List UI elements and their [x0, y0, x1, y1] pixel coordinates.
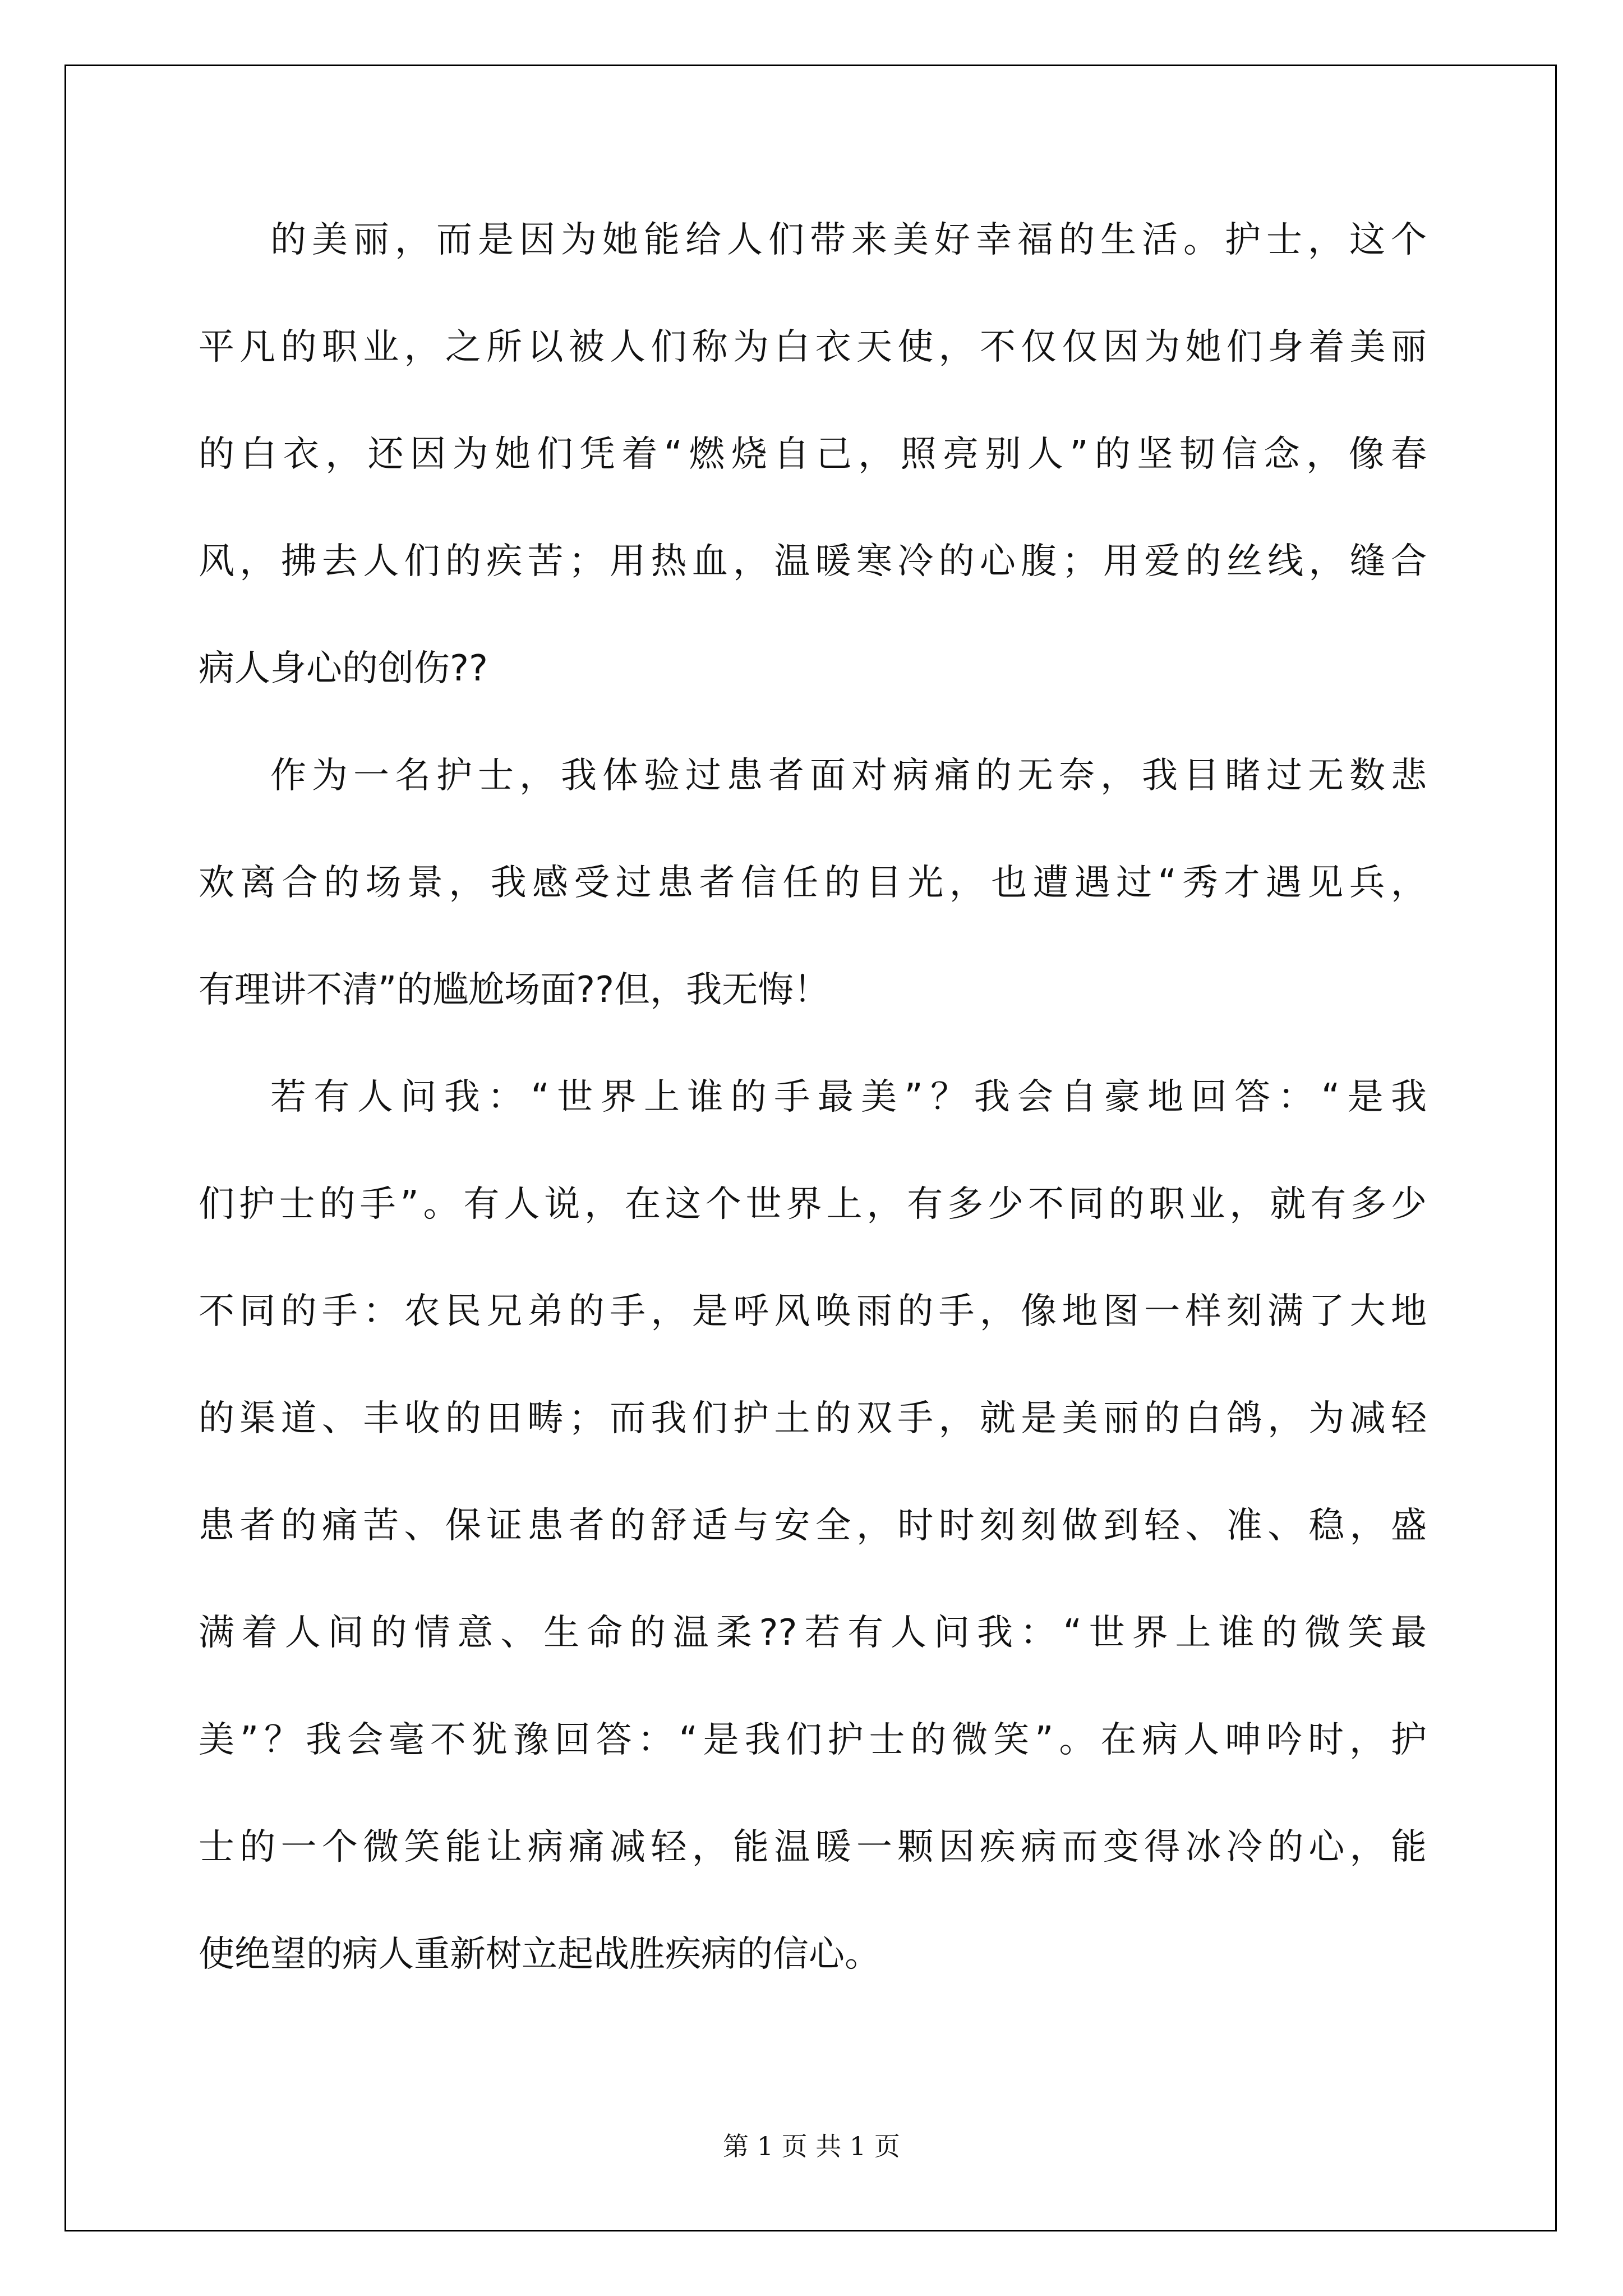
text-line: 不同的手：农民兄弟的手，是呼风唤雨的手，像地图一样刻满了大地 — [199, 1291, 1427, 1332]
text-line: 病人身心的创伤?? — [199, 648, 488, 689]
text-line: 欢离合的场景，我感受过患者信任的目光，也遭遇过“秀才遇见兵， — [199, 862, 1427, 904]
document-body — [199, 212, 1427, 2033]
text-line: 患者的痛苦、保证患者的舒适与安全，时时刻刻做到轻、准、稳，盛 — [199, 1505, 1427, 1547]
text-line: 风，拂去人们的疾苦；用热血，温暖寒冷的心腹；用爱的丝线，缝合 — [199, 541, 1427, 582]
text-line: 们护士的手”。有人说，在这个世界上，有多少不同的职业，就有多少 — [199, 1184, 1427, 1225]
text-line: 平凡的职业，之所以被人们称为白衣天使，不仅仅因为她们身着美丽 — [199, 326, 1427, 368]
text-line: 若有人问我：“世界上谁的手最美”？我会自豪地回答：“是我 — [270, 1076, 1427, 1118]
page-number-footer: 第 1 页 共 1 页 — [723, 2131, 900, 2161]
text-line: 作为一名护士，我体验过患者面对病痛的无奈，我目睹过无数悲 — [270, 755, 1427, 797]
text-line: 满着人间的情意、生命的温柔??若有人问我：“世界上谁的微笑最 — [199, 1612, 1427, 1654]
text-line: 的渠道、丰收的田畴；而我们护土的双手，就是美丽的白鸽，为减轻 — [199, 1398, 1427, 1439]
text-line: 有理讲不清”的尴尬场面??但，我无悔！ — [199, 969, 830, 1011]
text-line: 的白衣，还因为她们凭着“燃烧自己，照亮别人”的坚韧信念，像春 — [199, 434, 1427, 475]
text-line: 士的一个微笑能让病痛减轻，能温暖一颗因疾病而变得冰冷的心，能 — [199, 1826, 1427, 1868]
text-line: 使绝望的病人重新树立起战胜疾病的信心。 — [199, 1934, 880, 1975]
text-line: 的美丽，而是因为她能给人们带来美好幸福的生活。护士，这个 — [270, 219, 1427, 261]
text-line: 美”？我会毫不犹豫回答：“是我们护士的微笑”。在病人呻吟时，护 — [199, 1719, 1427, 1761]
